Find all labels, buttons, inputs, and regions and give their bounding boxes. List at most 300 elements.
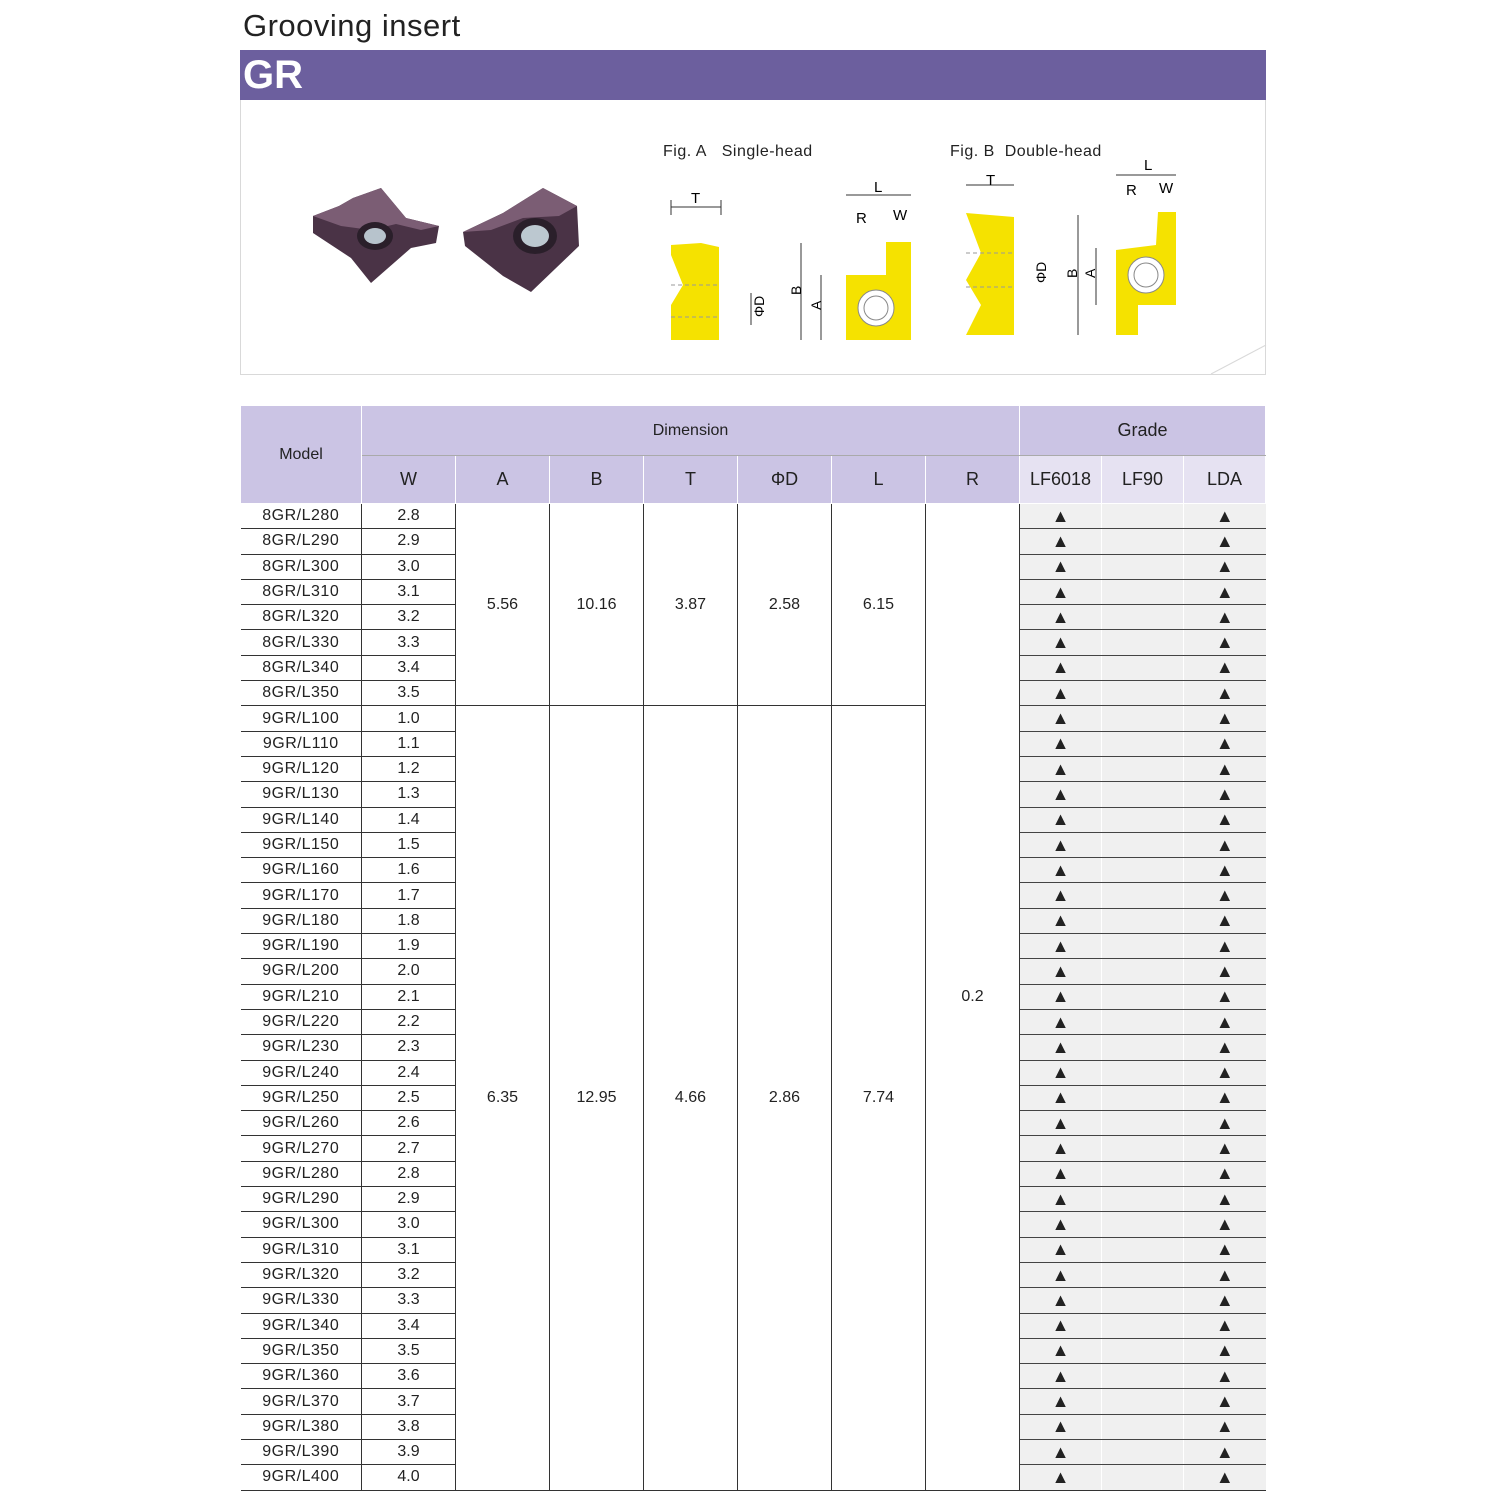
availability-mark-icon: ▲ <box>1051 1365 1070 1386</box>
grade-lda-cell <box>1184 681 1266 706</box>
model-cell: 9GR/L180 <box>241 908 362 933</box>
grade-lda-cell <box>1184 1338 1266 1363</box>
w-cell: 2.4 <box>362 1060 456 1085</box>
model-cell: 8GR/L350 <box>241 681 362 706</box>
availability-mark-icon: ▲ <box>1051 1391 1070 1412</box>
model-cell: 9GR/L240 <box>241 1060 362 1085</box>
availability-mark-icon: ▲ <box>1215 581 1234 602</box>
availability-mark-icon: ▲ <box>1215 1036 1234 1057</box>
grade-lf90-cell <box>1102 782 1184 807</box>
w-cell: 2.2 <box>362 1009 456 1034</box>
model-cell: 9GR/L200 <box>241 959 362 984</box>
availability-mark-icon: ▲ <box>1215 1163 1234 1184</box>
availability-mark-icon: ▲ <box>1215 505 1234 526</box>
grade-lf90-cell <box>1102 1262 1184 1287</box>
model-cell: 9GR/L340 <box>241 1313 362 1338</box>
grade-lf90-cell <box>1102 529 1184 554</box>
svg-text:A: A <box>808 300 824 310</box>
w-cell: 3.5 <box>362 681 456 706</box>
availability-mark-icon: ▲ <box>1051 556 1070 577</box>
availability-mark-icon: ▲ <box>1215 1289 1234 1310</box>
grade-lf6018-cell <box>1020 681 1102 706</box>
availability-mark-icon: ▲ <box>1215 530 1234 551</box>
grade-lda-cell <box>1184 807 1266 832</box>
svg-text:ΦD: ΦD <box>751 295 767 317</box>
availability-mark-icon: ▲ <box>1051 1062 1070 1083</box>
grade-lf90-cell <box>1102 1009 1184 1034</box>
w-cell: 3.5 <box>362 1338 456 1363</box>
grade-lda-cell <box>1184 832 1266 857</box>
availability-mark-icon: ▲ <box>1051 910 1070 931</box>
grade-lf90-cell <box>1102 731 1184 756</box>
dim-a-cell: 5.56 <box>456 504 550 706</box>
w-cell: 1.4 <box>362 807 456 832</box>
grade-lda-cell <box>1184 1187 1266 1212</box>
fig-b-side-view-diagram <box>956 172 1066 340</box>
model-cell: 9GR/L190 <box>241 934 362 959</box>
model-cell: 9GR/L390 <box>241 1439 362 1464</box>
grade-lda-cell <box>1184 782 1266 807</box>
grade-lf90-cell <box>1102 1060 1184 1085</box>
availability-mark-icon: ▲ <box>1051 733 1070 754</box>
model-cell: 9GR/L330 <box>241 1288 362 1313</box>
model-cell: 8GR/L310 <box>241 579 362 604</box>
availability-mark-icon: ▲ <box>1051 834 1070 855</box>
availability-mark-icon: ▲ <box>1215 657 1234 678</box>
dim-a-cell: 6.35 <box>456 706 550 1490</box>
col-w-header: W <box>362 456 456 504</box>
model-cell: 8GR/L280 <box>241 504 362 529</box>
grade-lf6018-cell <box>1020 1111 1102 1136</box>
availability-mark-icon: ▲ <box>1051 1264 1070 1285</box>
grade-lda-cell <box>1184 731 1266 756</box>
model-cell: 9GR/L290 <box>241 1187 362 1212</box>
model-cell: 9GR/L260 <box>241 1111 362 1136</box>
availability-mark-icon: ▲ <box>1051 935 1070 956</box>
grade-lf6018-cell <box>1020 579 1102 604</box>
grade-lda-cell <box>1184 1060 1266 1085</box>
availability-mark-icon: ▲ <box>1051 657 1070 678</box>
svg-text:B: B <box>788 285 804 295</box>
availability-mark-icon: ▲ <box>1215 1365 1234 1386</box>
model-cell: 9GR/L210 <box>241 984 362 1009</box>
grade-lf90-cell <box>1102 1212 1184 1237</box>
fig-a-label: Fig. A Single-head <box>663 143 813 160</box>
grade-lf6018-cell <box>1020 1338 1102 1363</box>
svg-text:B: B <box>1064 268 1080 278</box>
grade-lf6018-cell <box>1020 1313 1102 1338</box>
w-cell: 1.7 <box>362 883 456 908</box>
grade-lda-cell <box>1184 504 1266 529</box>
col-b-header: B <box>550 456 644 504</box>
availability-mark-icon: ▲ <box>1215 1391 1234 1412</box>
grade-lf6018-cell <box>1020 1364 1102 1389</box>
w-cell: 3.4 <box>362 1313 456 1338</box>
availability-mark-icon: ▲ <box>1051 859 1070 880</box>
w-cell: 3.0 <box>362 554 456 579</box>
availability-mark-icon: ▲ <box>1215 1340 1234 1361</box>
availability-mark-icon: ▲ <box>1051 1188 1070 1209</box>
grade-lf6018-cell <box>1020 1035 1102 1060</box>
dim-l-cell: 6.15 <box>832 504 926 706</box>
grade-lda-cell <box>1184 984 1266 1009</box>
availability-mark-icon: ▲ <box>1051 1340 1070 1361</box>
availability-mark-icon: ▲ <box>1051 1441 1070 1462</box>
grade-lda-cell <box>1184 579 1266 604</box>
grade-lda-cell <box>1184 1035 1266 1060</box>
grade-lf90-cell <box>1102 681 1184 706</box>
model-cell: 8GR/L300 <box>241 554 362 579</box>
svg-text:R: R <box>1126 182 1137 199</box>
availability-mark-icon: ▲ <box>1215 632 1234 653</box>
w-cell: 2.7 <box>362 1136 456 1161</box>
grade-lda-cell <box>1184 959 1266 984</box>
availability-mark-icon: ▲ <box>1215 758 1234 779</box>
availability-mark-icon: ▲ <box>1051 758 1070 779</box>
w-cell: 2.0 <box>362 959 456 984</box>
grade-lf6018-cell <box>1020 984 1102 1009</box>
grade-lf6018-cell <box>1020 883 1102 908</box>
model-cell: 9GR/L160 <box>241 858 362 883</box>
grade-header: Grade <box>1020 406 1266 456</box>
w-cell: 2.9 <box>362 1187 456 1212</box>
model-cell: 9GR/L250 <box>241 1085 362 1110</box>
grade-lf6018-cell <box>1020 655 1102 680</box>
grade-lf90-cell <box>1102 579 1184 604</box>
grade-lf90-cell <box>1102 908 1184 933</box>
w-cell: 1.9 <box>362 934 456 959</box>
grade-lda-cell <box>1184 1136 1266 1161</box>
availability-mark-icon: ▲ <box>1215 1213 1234 1234</box>
grade-lf90-cell <box>1102 858 1184 883</box>
dimension-header: Dimension <box>362 406 1020 456</box>
grade-lda-cell <box>1184 630 1266 655</box>
availability-mark-icon: ▲ <box>1215 1315 1234 1336</box>
w-cell: 3.9 <box>362 1439 456 1464</box>
grade-lda-cell <box>1184 655 1266 680</box>
grade-lda-cell <box>1184 1313 1266 1338</box>
grade-lf6018-cell <box>1020 529 1102 554</box>
grade-lf90-cell <box>1102 883 1184 908</box>
grade-lf6018-cell <box>1020 1060 1102 1085</box>
availability-mark-icon: ▲ <box>1051 1239 1070 1260</box>
grade-lf6018-cell <box>1020 1414 1102 1439</box>
grade-lf90-header: LF90 <box>1102 456 1184 504</box>
availability-mark-icon: ▲ <box>1051 1163 1070 1184</box>
model-cell: 9GR/L280 <box>241 1161 362 1186</box>
model-header: Model <box>241 406 362 504</box>
availability-mark-icon: ▲ <box>1215 960 1234 981</box>
col-a-header: A <box>456 456 550 504</box>
w-cell: 2.9 <box>362 529 456 554</box>
availability-mark-icon: ▲ <box>1051 1466 1070 1487</box>
grade-lf6018-cell <box>1020 756 1102 781</box>
model-cell: 9GR/L320 <box>241 1262 362 1287</box>
grade-lf6018-cell <box>1020 858 1102 883</box>
w-cell: 4.0 <box>362 1465 456 1490</box>
grade-lf90-cell <box>1102 756 1184 781</box>
availability-mark-icon: ▲ <box>1051 1138 1070 1159</box>
dim-t-cell: 4.66 <box>644 706 738 1490</box>
fig-a-side-view-diagram <box>661 185 771 345</box>
svg-text:W: W <box>1159 180 1174 197</box>
availability-mark-icon: ▲ <box>1215 1264 1234 1285</box>
w-cell: 3.1 <box>362 579 456 604</box>
model-cell: 9GR/L130 <box>241 782 362 807</box>
model-cell: 9GR/L230 <box>241 1035 362 1060</box>
grade-lf90-cell <box>1102 1288 1184 1313</box>
grade-lf6018-header: LF6018 <box>1020 456 1102 504</box>
w-cell: 1.3 <box>362 782 456 807</box>
grade-lda-cell <box>1184 756 1266 781</box>
availability-mark-icon: ▲ <box>1215 783 1234 804</box>
grade-lf6018-cell <box>1020 554 1102 579</box>
single-head-insert-photo <box>311 188 441 283</box>
availability-mark-icon: ▲ <box>1051 986 1070 1007</box>
availability-mark-icon: ▲ <box>1051 708 1070 729</box>
series-banner <box>240 50 1266 100</box>
w-cell: 1.2 <box>362 756 456 781</box>
grade-lda-cell <box>1184 605 1266 630</box>
availability-mark-icon: ▲ <box>1215 733 1234 754</box>
dim-d-cell: 2.86 <box>738 706 832 1490</box>
grade-lda-cell <box>1184 1414 1266 1439</box>
model-cell: 8GR/L320 <box>241 605 362 630</box>
availability-mark-icon: ▲ <box>1051 581 1070 602</box>
w-cell: 1.0 <box>362 706 456 731</box>
grade-lf90-cell <box>1102 605 1184 630</box>
availability-mark-icon: ▲ <box>1215 986 1234 1007</box>
grade-lf90-cell <box>1102 934 1184 959</box>
grade-lf6018-cell <box>1020 1212 1102 1237</box>
grade-lf6018-cell <box>1020 1161 1102 1186</box>
svg-text:A: A <box>1082 268 1098 278</box>
grade-lf90-cell <box>1102 1035 1184 1060</box>
availability-mark-icon: ▲ <box>1215 1112 1234 1133</box>
grade-lda-cell <box>1184 1262 1266 1287</box>
availability-mark-icon: ▲ <box>1215 556 1234 577</box>
availability-mark-icon: ▲ <box>1051 1011 1070 1032</box>
model-cell: 9GR/L400 <box>241 1465 362 1490</box>
w-cell: 3.3 <box>362 630 456 655</box>
availability-mark-icon: ▲ <box>1215 1011 1234 1032</box>
w-cell: 2.5 <box>362 1085 456 1110</box>
fig-a-front-view-diagram <box>786 180 921 350</box>
grade-lda-cell <box>1184 858 1266 883</box>
grade-lf90-cell <box>1102 984 1184 1009</box>
grade-lf90-cell <box>1102 630 1184 655</box>
dim-d-cell: 2.58 <box>738 504 832 706</box>
model-cell: 9GR/L220 <box>241 1009 362 1034</box>
fig-b-front-view-diagram <box>1064 157 1186 340</box>
availability-mark-icon: ▲ <box>1215 859 1234 880</box>
availability-mark-icon: ▲ <box>1215 1188 1234 1209</box>
availability-mark-icon: ▲ <box>1215 1416 1234 1437</box>
svg-text:T: T <box>691 190 701 207</box>
model-cell: 9GR/L300 <box>241 1212 362 1237</box>
series-code: GR <box>243 53 303 97</box>
grade-lf90-cell <box>1102 1187 1184 1212</box>
dim-l-cell: 7.74 <box>832 706 926 1490</box>
w-cell: 3.8 <box>362 1414 456 1439</box>
grade-lf90-cell <box>1102 1389 1184 1414</box>
grade-lf6018-cell <box>1020 1187 1102 1212</box>
grade-lf90-cell <box>1102 959 1184 984</box>
availability-mark-icon: ▲ <box>1215 1239 1234 1260</box>
availability-mark-icon: ▲ <box>1215 1441 1234 1462</box>
availability-mark-icon: ▲ <box>1051 1213 1070 1234</box>
availability-mark-icon: ▲ <box>1215 606 1234 627</box>
availability-mark-icon: ▲ <box>1215 885 1234 906</box>
availability-mark-icon: ▲ <box>1215 1087 1234 1108</box>
grade-lda-cell <box>1184 1364 1266 1389</box>
grade-lf90-cell <box>1102 1364 1184 1389</box>
grade-lda-cell <box>1184 1111 1266 1136</box>
grade-lf6018-cell <box>1020 807 1102 832</box>
grade-lf90-cell <box>1102 832 1184 857</box>
double-head-insert-photo <box>463 188 581 293</box>
model-cell: 9GR/L100 <box>241 706 362 731</box>
availability-mark-icon: ▲ <box>1215 910 1234 931</box>
grade-lf90-cell <box>1102 1237 1184 1262</box>
grade-lf6018-cell <box>1020 1465 1102 1490</box>
availability-mark-icon: ▲ <box>1215 1466 1234 1487</box>
availability-mark-icon: ▲ <box>1051 1036 1070 1057</box>
grade-lda-cell <box>1184 529 1266 554</box>
w-cell: 1.8 <box>362 908 456 933</box>
model-cell: 9GR/L270 <box>241 1136 362 1161</box>
grade-lf90-cell <box>1102 1111 1184 1136</box>
grade-lf6018-cell <box>1020 1085 1102 1110</box>
grade-lf90-cell <box>1102 554 1184 579</box>
availability-mark-icon: ▲ <box>1051 606 1070 627</box>
svg-text:L: L <box>1144 157 1153 174</box>
grade-lf6018-cell <box>1020 731 1102 756</box>
availability-mark-icon: ▲ <box>1051 809 1070 830</box>
grade-lda-cell <box>1184 1161 1266 1186</box>
model-cell: 9GR/L120 <box>241 756 362 781</box>
grade-lf90-cell <box>1102 1161 1184 1186</box>
dim-r-cell: 0.2 <box>926 504 1020 1491</box>
availability-mark-icon: ▲ <box>1215 1138 1234 1159</box>
availability-mark-icon: ▲ <box>1051 505 1070 526</box>
grade-lda-cell <box>1184 1439 1266 1464</box>
grade-lf6018-cell <box>1020 959 1102 984</box>
w-cell: 2.1 <box>362 984 456 1009</box>
availability-mark-icon: ▲ <box>1051 632 1070 653</box>
grade-lf90-cell <box>1102 807 1184 832</box>
w-cell: 2.6 <box>362 1111 456 1136</box>
w-cell: 2.3 <box>362 1035 456 1060</box>
model-cell: 9GR/L370 <box>241 1389 362 1414</box>
availability-mark-icon: ▲ <box>1051 783 1070 804</box>
grade-lda-cell <box>1184 706 1266 731</box>
grade-lf6018-cell <box>1020 630 1102 655</box>
grade-lf6018-cell <box>1020 605 1102 630</box>
availability-mark-icon: ▲ <box>1051 530 1070 551</box>
w-cell: 3.4 <box>362 655 456 680</box>
availability-mark-icon: ▲ <box>1051 960 1070 981</box>
model-cell: 9GR/L170 <box>241 883 362 908</box>
grade-lf90-cell <box>1102 1338 1184 1363</box>
grade-lf90-cell <box>1102 504 1184 529</box>
col-d-header: ΦD <box>738 456 832 504</box>
col-t-header: T <box>644 456 738 504</box>
model-cell: 9GR/L140 <box>241 807 362 832</box>
fig-b-label: Fig. B Double-head <box>950 143 1102 160</box>
grade-lf90-cell <box>1102 655 1184 680</box>
w-cell: 2.8 <box>362 1161 456 1186</box>
availability-mark-icon: ▲ <box>1051 1087 1070 1108</box>
grade-lf6018-cell <box>1020 1262 1102 1287</box>
w-cell: 1.5 <box>362 832 456 857</box>
svg-text:R: R <box>856 210 867 227</box>
w-cell: 2.8 <box>362 504 456 529</box>
w-cell: 1.1 <box>362 731 456 756</box>
model-cell: 9GR/L310 <box>241 1237 362 1262</box>
grade-lf6018-cell <box>1020 504 1102 529</box>
w-cell: 3.1 <box>362 1237 456 1262</box>
panel-corner-fold <box>1211 345 1266 375</box>
model-cell: 9GR/L110 <box>241 731 362 756</box>
model-cell: 9GR/L150 <box>241 832 362 857</box>
grade-lf6018-cell <box>1020 1439 1102 1464</box>
grade-lf90-cell <box>1102 1136 1184 1161</box>
availability-mark-icon: ▲ <box>1051 885 1070 906</box>
model-cell: 8GR/L340 <box>241 655 362 680</box>
dim-b-cell: 12.95 <box>550 706 644 1490</box>
grade-lf6018-cell <box>1020 1009 1102 1034</box>
grade-lda-cell <box>1184 883 1266 908</box>
model-cell: 8GR/L290 <box>241 529 362 554</box>
grade-lf6018-cell <box>1020 1288 1102 1313</box>
svg-text:T: T <box>986 172 996 189</box>
availability-mark-icon: ▲ <box>1051 1289 1070 1310</box>
grade-lda-cell <box>1184 908 1266 933</box>
svg-text:ΦD: ΦD <box>1033 261 1049 283</box>
w-cell: 3.7 <box>362 1389 456 1414</box>
grade-lf6018-cell <box>1020 1237 1102 1262</box>
availability-mark-icon: ▲ <box>1051 682 1070 703</box>
grade-lf6018-cell <box>1020 1136 1102 1161</box>
grade-lf6018-cell <box>1020 706 1102 731</box>
specification-table <box>240 405 1266 1491</box>
w-cell: 3.6 <box>362 1364 456 1389</box>
grade-lda-cell <box>1184 1237 1266 1262</box>
grade-lda-cell <box>1184 934 1266 959</box>
grade-lf90-cell <box>1102 1414 1184 1439</box>
grade-lf90-cell <box>1102 1439 1184 1464</box>
dim-b-cell: 10.16 <box>550 504 644 706</box>
w-cell: 1.6 <box>362 858 456 883</box>
dim-t-cell: 3.87 <box>644 504 738 706</box>
w-cell: 3.0 <box>362 1212 456 1237</box>
grade-lda-header: LDA <box>1184 456 1266 504</box>
grade-lda-cell <box>1184 1085 1266 1110</box>
col-r-header: R <box>926 456 1020 504</box>
availability-mark-icon: ▲ <box>1215 1062 1234 1083</box>
grade-lf6018-cell <box>1020 934 1102 959</box>
page-title: Grooving insert <box>243 8 461 43</box>
availability-mark-icon: ▲ <box>1051 1112 1070 1133</box>
table-row <box>241 706 1266 731</box>
availability-mark-icon: ▲ <box>1215 682 1234 703</box>
grade-lf90-cell <box>1102 1313 1184 1338</box>
grade-lf6018-cell <box>1020 908 1102 933</box>
grade-lda-cell <box>1184 554 1266 579</box>
model-cell: 9GR/L380 <box>241 1414 362 1439</box>
availability-mark-icon: ▲ <box>1215 834 1234 855</box>
